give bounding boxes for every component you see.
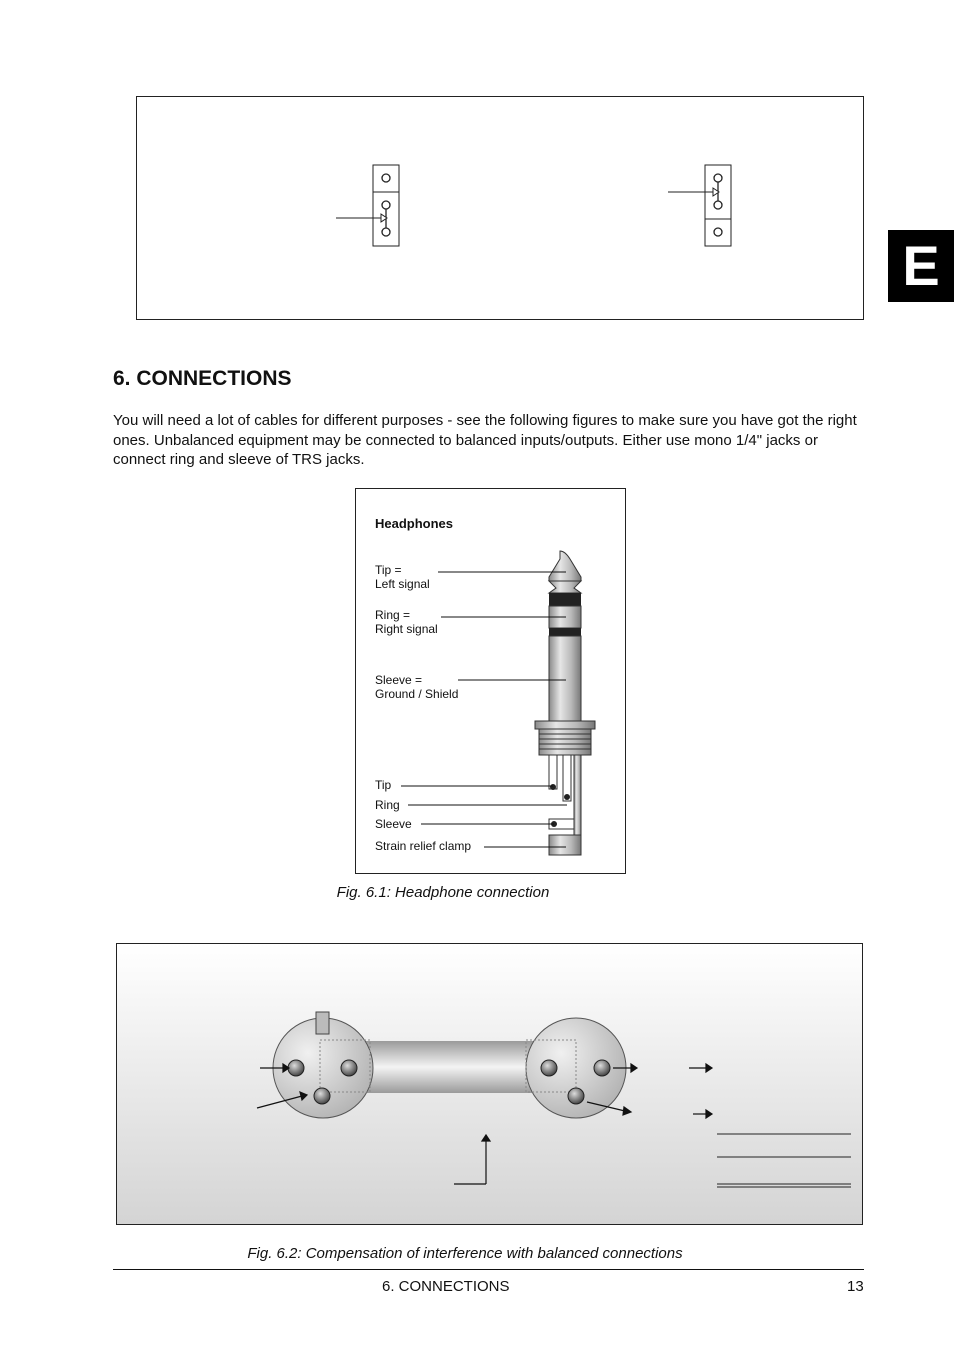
xlr-cable-diagram xyxy=(117,944,862,1224)
label-tip-left-signal: Tip = Left signal xyxy=(375,563,430,591)
figure-caption-balanced: Fig. 6.2: Compensation of interference with balanced connections xyxy=(247,1245,683,1262)
label-wire-sleeve: Sleeve xyxy=(375,817,412,831)
language-tab: E xyxy=(888,230,954,302)
label-wire-ring: Ring xyxy=(375,798,400,812)
footer-divider xyxy=(113,1269,864,1270)
label-wire-tip: Tip xyxy=(375,778,392,792)
intro-paragraph: You will need a lot of cables for different purposes - see the following figures to make sure you have got the right ones. Unbalanced equipment may be connected to balanced inputs/outputs. Either use mono 1/4" jacks or connect ring and sleeve of TRS jacks. xyxy=(113,412,857,468)
headphone-figure-title: Headphones xyxy=(375,516,454,531)
balanced-connection-figure xyxy=(116,943,863,1225)
headphone-figure xyxy=(355,488,626,874)
figure-caption-headphone: Fig. 6.1: Headphone connection xyxy=(336,884,550,901)
label-sleeve-ground: Sleeve = Ground / Shield xyxy=(375,673,459,701)
page-number: 13 xyxy=(847,1278,864,1295)
footer-section-title: 6. CONNECTIONS xyxy=(382,1278,510,1295)
label-strain-relief-clamp: Strain relief clamp xyxy=(375,839,472,853)
insert-jack-figure xyxy=(136,96,864,320)
jack-switch-diagram xyxy=(137,97,863,319)
section-title: 6. CONNECTIONS xyxy=(113,367,292,390)
label-ring-right-signal: Ring = Right signal xyxy=(375,608,438,636)
